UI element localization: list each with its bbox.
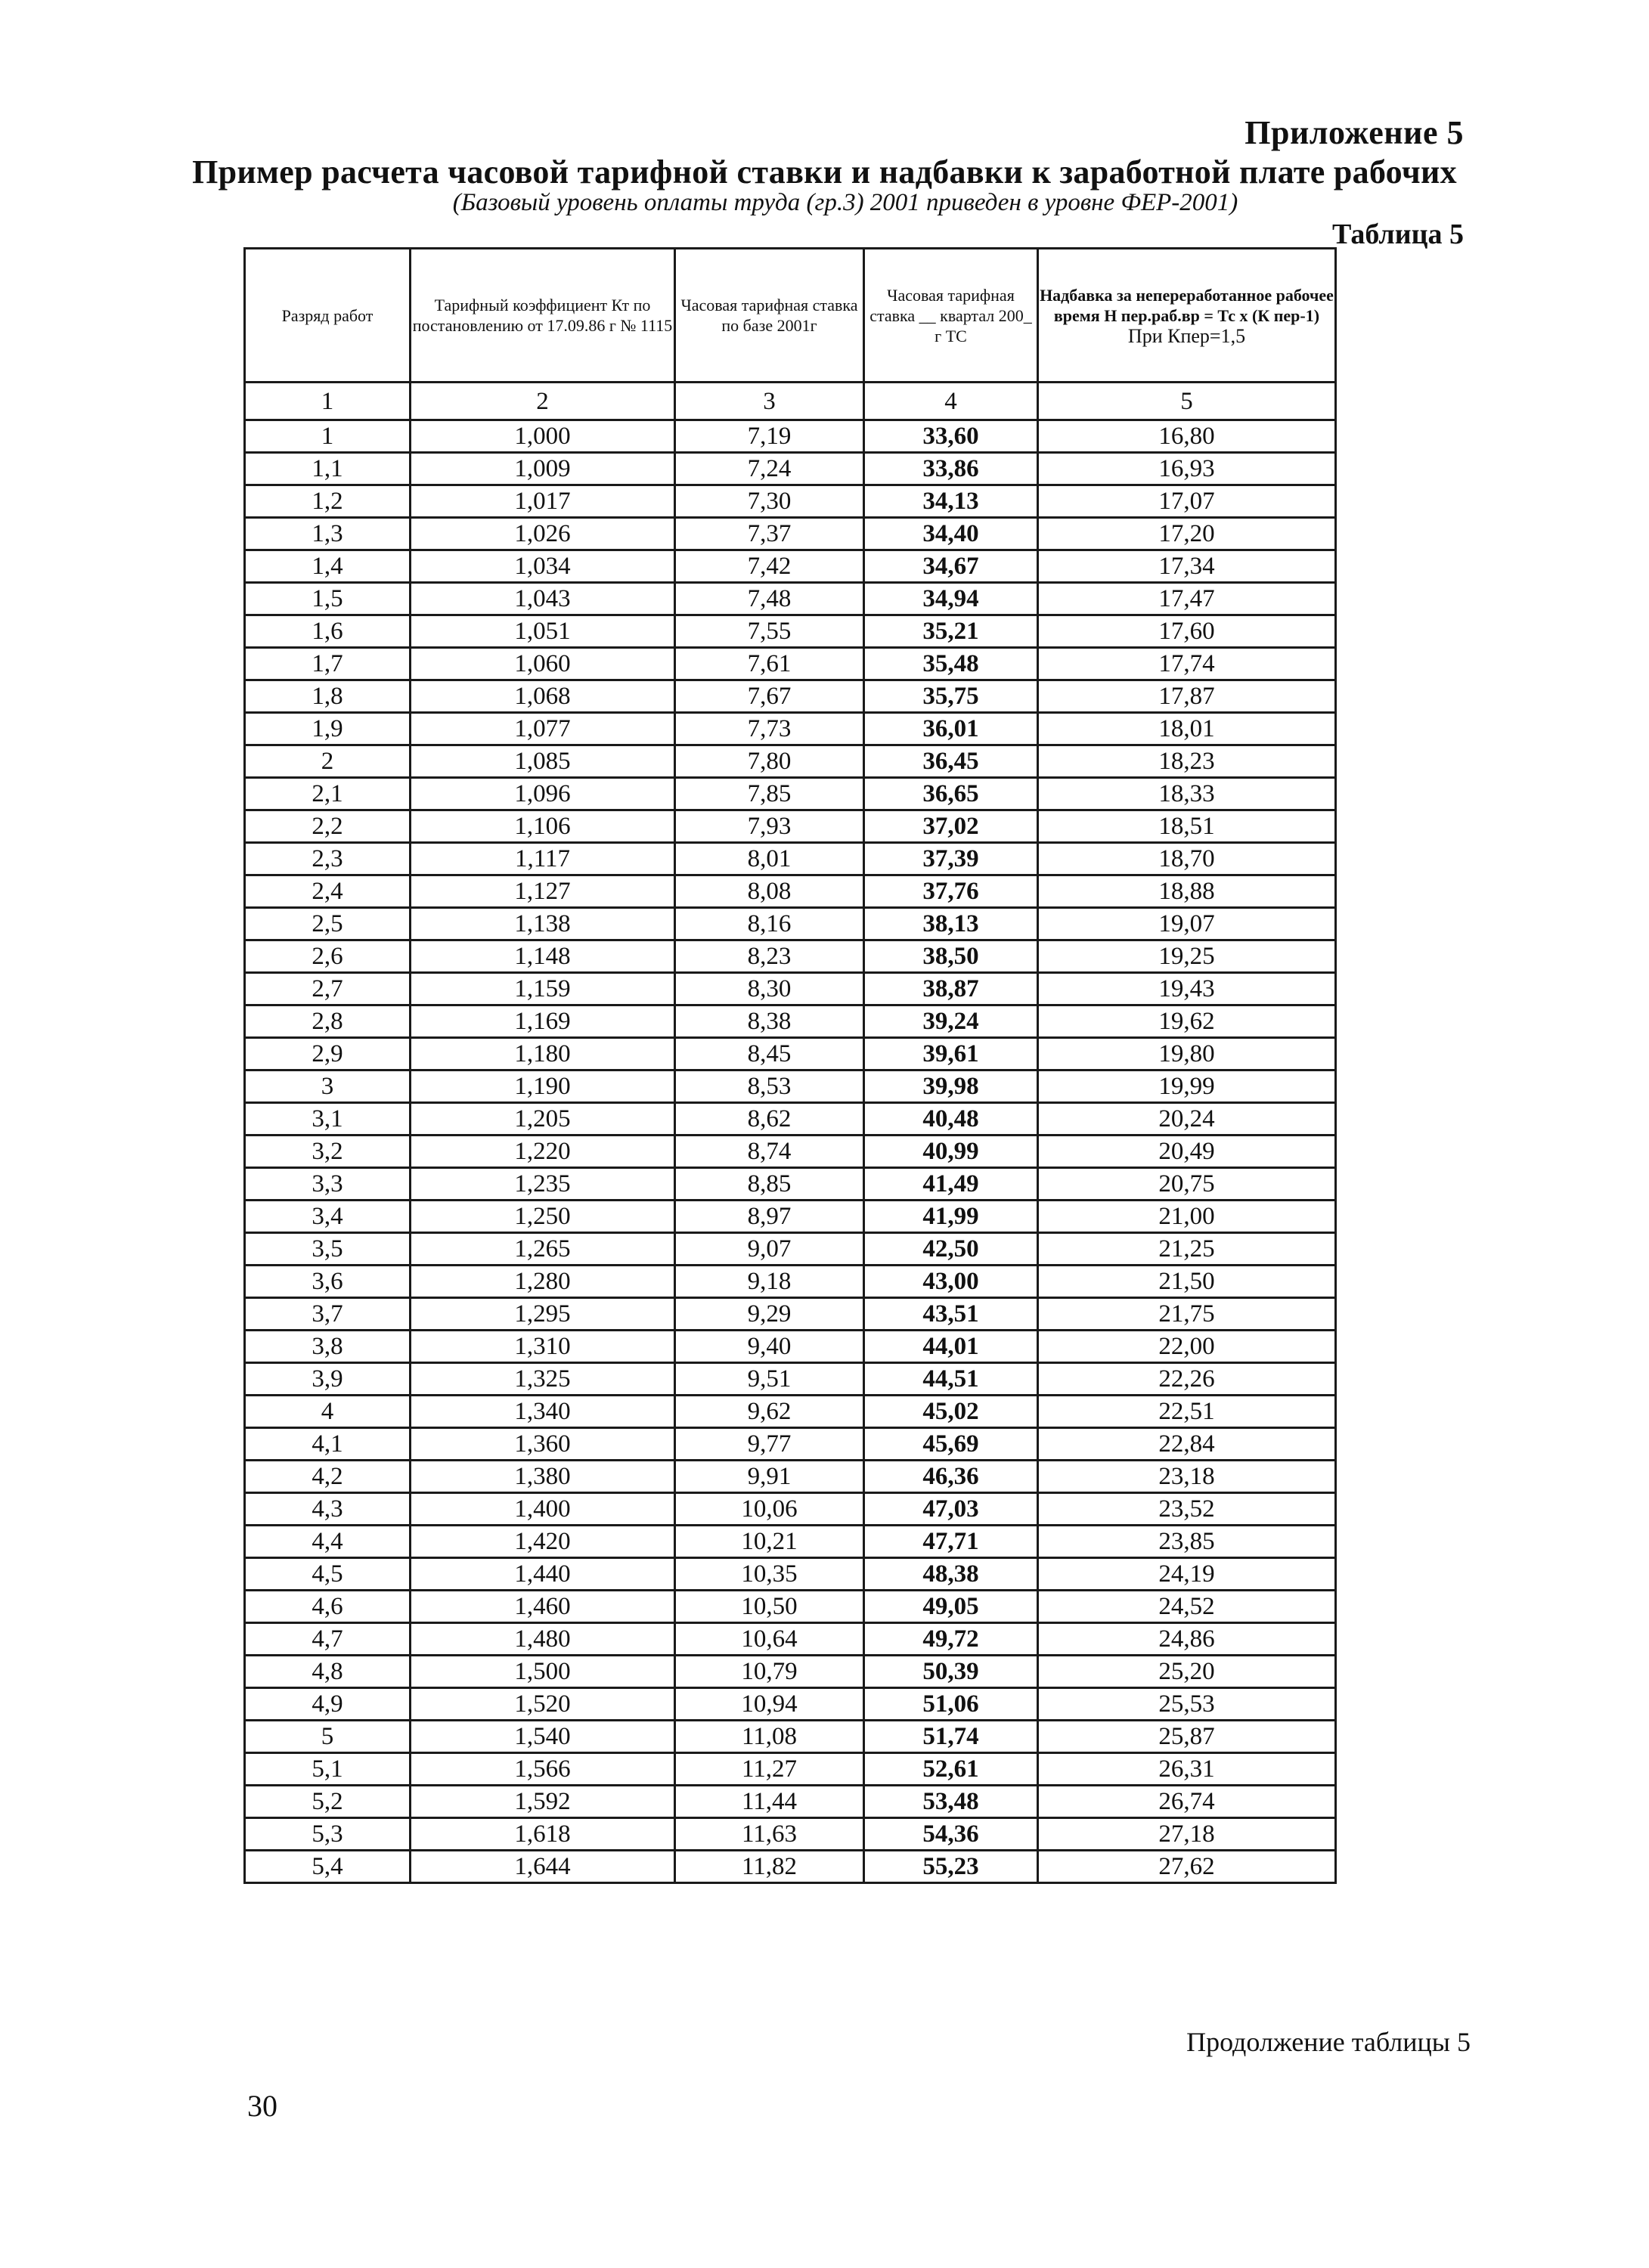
table-row (245, 1168, 1336, 1201)
table-cell: 1,420 (411, 1526, 675, 1558)
table-row (245, 875, 1336, 908)
table-cell: 1,7 (245, 648, 411, 680)
table-cell: 1,2 (245, 485, 411, 518)
table-cell: 44,01 (864, 1331, 1038, 1363)
table-cell: 1,566 (411, 1753, 675, 1786)
tariff-table (243, 247, 1337, 1884)
table-row (245, 1005, 1336, 1038)
table-cell: 19,25 (1038, 940, 1336, 973)
table-cell: 2,1 (245, 778, 411, 810)
table-cell: 11,82 (675, 1851, 864, 1883)
table-cell: 27,18 (1038, 1818, 1336, 1851)
table-row (245, 1233, 1336, 1266)
table-cell: 7,37 (675, 518, 864, 550)
table-cell: 1,060 (411, 648, 675, 680)
table-cell: 52,61 (864, 1753, 1038, 1786)
table-cell: 10,64 (675, 1623, 864, 1656)
column-number-cell: 4 (864, 383, 1038, 420)
table-row (245, 550, 1336, 583)
table-row (245, 1786, 1336, 1818)
table-cell: 1,325 (411, 1363, 675, 1396)
table-cell: 1,117 (411, 843, 675, 875)
table-cell: 4 (245, 1396, 411, 1428)
table-cell: 4,9 (245, 1688, 411, 1721)
table-cell: 8,23 (675, 940, 864, 973)
table-cell: 8,53 (675, 1070, 864, 1103)
table-cell: 7,24 (675, 453, 864, 485)
table-cell: 2,8 (245, 1005, 411, 1038)
table-cell: 7,85 (675, 778, 864, 810)
table-cell: 37,02 (864, 810, 1038, 843)
table-cell: 1,500 (411, 1656, 675, 1688)
table-row (245, 680, 1336, 713)
table-cell: 33,60 (864, 420, 1038, 453)
table-cell: 1,190 (411, 1070, 675, 1103)
table-cell: 4,3 (245, 1493, 411, 1526)
table-cell: 3 (245, 1070, 411, 1103)
table-cell: 50,39 (864, 1656, 1038, 1688)
table-label: Таблица 5 (1331, 218, 1464, 250)
table-cell: 34,67 (864, 550, 1038, 583)
table-row (245, 1493, 1336, 1526)
table-cell: 18,23 (1038, 745, 1336, 778)
table-cell: 36,65 (864, 778, 1038, 810)
table-cell: 1,9 (245, 713, 411, 745)
table-cell: 19,43 (1038, 973, 1336, 1005)
table-cell: 10,06 (675, 1493, 864, 1526)
header-cell (1038, 249, 1336, 383)
table-cell: 25,87 (1038, 1721, 1336, 1753)
table-cell: 22,26 (1038, 1363, 1336, 1396)
header-cell: Часовая тарифная ставка __ квартал 200_ г ТС (864, 249, 1038, 383)
table-row (245, 1298, 1336, 1331)
table-cell: 44,51 (864, 1363, 1038, 1396)
table-cell: 1,520 (411, 1688, 675, 1721)
table-cell: 7,80 (675, 745, 864, 778)
table-row (245, 1070, 1336, 1103)
table-cell: 16,93 (1038, 453, 1336, 485)
table-cell: 7,19 (675, 420, 864, 453)
table-cell: 3,6 (245, 1266, 411, 1298)
table-cell: 17,74 (1038, 648, 1336, 680)
table-cell: 19,80 (1038, 1038, 1336, 1070)
table-cell: 2,4 (245, 875, 411, 908)
table-cell: 2,9 (245, 1038, 411, 1070)
table-cell: 9,18 (675, 1266, 864, 1298)
table-cell: 1,4 (245, 550, 411, 583)
table-cell: 22,84 (1038, 1428, 1336, 1461)
table-cell: 1,235 (411, 1168, 675, 1201)
table-cell: 24,86 (1038, 1623, 1336, 1656)
table-row (245, 940, 1336, 973)
table-cell: 46,36 (864, 1461, 1038, 1493)
table-cell: 22,00 (1038, 1331, 1336, 1363)
table-cell: 5,4 (245, 1851, 411, 1883)
table-cell: 8,85 (675, 1168, 864, 1201)
table-cell: 24,19 (1038, 1558, 1336, 1591)
table-row (245, 713, 1336, 745)
table-cell: 10,79 (675, 1656, 864, 1688)
table-cell: 2,2 (245, 810, 411, 843)
table-cell: 22,51 (1038, 1396, 1336, 1428)
header-cell-note: При Кпер=1,5 (1127, 324, 1246, 347)
table-row (245, 1656, 1336, 1688)
table-cell: 17,87 (1038, 680, 1336, 713)
table-cell: 1,017 (411, 485, 675, 518)
table-cell: 9,91 (675, 1461, 864, 1493)
table-cell: 1,205 (411, 1103, 675, 1136)
table-cell: 37,39 (864, 843, 1038, 875)
table-cell: 1,127 (411, 875, 675, 908)
table-cell: 1,310 (411, 1331, 675, 1363)
table-cell: 10,35 (675, 1558, 864, 1591)
table-cell: 8,97 (675, 1201, 864, 1233)
table-cell: 1,380 (411, 1461, 675, 1493)
table-cell: 35,48 (864, 648, 1038, 680)
table-cell: 5,1 (245, 1753, 411, 1786)
table-cell: 39,98 (864, 1070, 1038, 1103)
table-cell: 17,07 (1038, 485, 1336, 518)
table-cell: 34,40 (864, 518, 1038, 550)
table-row (245, 810, 1336, 843)
table-cell: 1,000 (411, 420, 675, 453)
table-cell: 40,99 (864, 1136, 1038, 1168)
table-cell: 1,138 (411, 908, 675, 940)
table-cell: 24,52 (1038, 1591, 1336, 1623)
table-cell: 20,49 (1038, 1136, 1336, 1168)
column-number-row (245, 383, 1336, 420)
table-cell: 41,99 (864, 1201, 1038, 1233)
table-cell: 1,5 (245, 583, 411, 615)
table-cell: 39,24 (864, 1005, 1038, 1038)
table-cell: 19,07 (1038, 908, 1336, 940)
table-cell: 7,93 (675, 810, 864, 843)
table-cell: 1,085 (411, 745, 675, 778)
table-cell: 43,51 (864, 1298, 1038, 1331)
table-cell: 21,75 (1038, 1298, 1336, 1331)
table-row (245, 1721, 1336, 1753)
table-cell: 7,42 (675, 550, 864, 583)
table-cell: 9,40 (675, 1331, 864, 1363)
table-cell: 23,52 (1038, 1493, 1336, 1526)
table-row (245, 420, 1336, 453)
table-cell: 18,33 (1038, 778, 1336, 810)
table-cell: 3,7 (245, 1298, 411, 1331)
table-cell: 47,71 (864, 1526, 1038, 1558)
table-cell: 9,51 (675, 1363, 864, 1396)
table-cell: 23,18 (1038, 1461, 1336, 1493)
table-row (245, 1396, 1336, 1428)
table-cell: 11,08 (675, 1721, 864, 1753)
appendix-label: Приложение 5 (1244, 114, 1464, 151)
table-cell: 47,03 (864, 1493, 1038, 1526)
table-cell: 1,148 (411, 940, 675, 973)
table-cell: 1,360 (411, 1428, 675, 1461)
table-cell: 5,3 (245, 1818, 411, 1851)
table-cell: 1,096 (411, 778, 675, 810)
table-row (245, 583, 1336, 615)
table-cell: 8,16 (675, 908, 864, 940)
table-cell: 35,21 (864, 615, 1038, 648)
table-cell: 36,45 (864, 745, 1038, 778)
table-cell: 1,068 (411, 680, 675, 713)
table-row (245, 778, 1336, 810)
table-row (245, 973, 1336, 1005)
table-cell: 1,440 (411, 1558, 675, 1591)
table-cell: 55,23 (864, 1851, 1038, 1883)
table-cell: 1,077 (411, 713, 675, 745)
table-cell: 1,592 (411, 1786, 675, 1818)
column-number-cell: 2 (411, 383, 675, 420)
page-title: Пример расчета часовой тарифной ставки и надбавки к заработной плате рабочих (192, 153, 1457, 191)
table-row (245, 615, 1336, 648)
table-row (245, 1851, 1336, 1883)
table-cell: 40,48 (864, 1103, 1038, 1136)
table-cell: 34,94 (864, 583, 1038, 615)
table-cell: 51,06 (864, 1688, 1038, 1721)
table-cell: 17,60 (1038, 615, 1336, 648)
table-cell: 8,45 (675, 1038, 864, 1070)
header-cell: Тарифный коэффициент Кт по постановлению от 17.09.86 г № 1115 (411, 249, 675, 383)
table-row (245, 908, 1336, 940)
table-row (245, 1461, 1336, 1493)
table-cell: 8,01 (675, 843, 864, 875)
table-cell: 54,36 (864, 1818, 1038, 1851)
table-cell: 9,29 (675, 1298, 864, 1331)
table-cell: 20,75 (1038, 1168, 1336, 1201)
table-cell: 25,53 (1038, 1688, 1336, 1721)
table-cell: 5,2 (245, 1786, 411, 1818)
table-cell: 19,99 (1038, 1070, 1336, 1103)
table-cell: 9,07 (675, 1233, 864, 1266)
table-cell: 26,74 (1038, 1786, 1336, 1818)
table-cell: 39,61 (864, 1038, 1038, 1070)
table-cell: 7,67 (675, 680, 864, 713)
table-cell: 18,88 (1038, 875, 1336, 908)
table-row (245, 1591, 1336, 1623)
column-number-cell: 5 (1038, 383, 1336, 420)
table-cell: 19,62 (1038, 1005, 1336, 1038)
table-cell: 4,6 (245, 1591, 411, 1623)
table-cell: 18,51 (1038, 810, 1336, 843)
table-cell: 11,63 (675, 1818, 864, 1851)
table-row (245, 1136, 1336, 1168)
table-cell: 38,13 (864, 908, 1038, 940)
table-cell: 4,4 (245, 1526, 411, 1558)
table-cell: 17,34 (1038, 550, 1336, 583)
table-cell: 20,24 (1038, 1103, 1336, 1136)
table-cell: 1,1 (245, 453, 411, 485)
table-row (245, 485, 1336, 518)
table-row (245, 1688, 1336, 1721)
column-number-cell: 3 (675, 383, 864, 420)
table-row (245, 1818, 1336, 1851)
table-cell: 4,8 (245, 1656, 411, 1688)
table-cell: 18,01 (1038, 713, 1336, 745)
table-cell: 26,31 (1038, 1753, 1336, 1786)
table-cell: 1,043 (411, 583, 675, 615)
table-cell: 49,72 (864, 1623, 1038, 1656)
table-cell: 8,38 (675, 1005, 864, 1038)
table-cell: 34,13 (864, 485, 1038, 518)
table-cell: 9,62 (675, 1396, 864, 1428)
column-number-cell: 1 (245, 383, 411, 420)
table-row (245, 1266, 1336, 1298)
table-cell: 1,265 (411, 1233, 675, 1266)
table-row (245, 1201, 1336, 1233)
table-cell: 7,73 (675, 713, 864, 745)
table-cell: 41,49 (864, 1168, 1038, 1201)
table-cell: 2,3 (245, 843, 411, 875)
table-cell: 7,61 (675, 648, 864, 680)
table-cell: 5 (245, 1721, 411, 1753)
table-cell: 3,2 (245, 1136, 411, 1168)
table-cell: 10,94 (675, 1688, 864, 1721)
table-cell: 3,4 (245, 1201, 411, 1233)
table-header-row (245, 249, 1336, 383)
table-cell: 2,5 (245, 908, 411, 940)
table-cell: 1,180 (411, 1038, 675, 1070)
table-row (245, 1331, 1336, 1363)
table-cell: 10,21 (675, 1526, 864, 1558)
table-cell: 1,6 (245, 615, 411, 648)
table-cell: 1,009 (411, 453, 675, 485)
table-cell: 3,8 (245, 1331, 411, 1363)
table-cell: 36,01 (864, 713, 1038, 745)
table-cell: 1 (245, 420, 411, 453)
table-cell: 4,2 (245, 1461, 411, 1493)
table-cell: 7,30 (675, 485, 864, 518)
table-cell: 1,295 (411, 1298, 675, 1331)
table-cell: 1,480 (411, 1623, 675, 1656)
table-cell: 3,1 (245, 1103, 411, 1136)
table-row (245, 1526, 1336, 1558)
table-cell: 1,644 (411, 1851, 675, 1883)
table-row (245, 1623, 1336, 1656)
table-cell: 49,05 (864, 1591, 1038, 1623)
table-cell: 8,74 (675, 1136, 864, 1168)
table-cell: 1,034 (411, 550, 675, 583)
table-cell: 7,48 (675, 583, 864, 615)
table-cell: 9,77 (675, 1428, 864, 1461)
table-cell: 1,250 (411, 1201, 675, 1233)
table-cell: 11,44 (675, 1786, 864, 1818)
table-cell: 18,70 (1038, 843, 1336, 875)
table-cell: 53,48 (864, 1786, 1038, 1818)
table-cell: 35,75 (864, 680, 1038, 713)
table-cell: 17,47 (1038, 583, 1336, 615)
table-cell: 4,1 (245, 1428, 411, 1461)
table-cell: 21,50 (1038, 1266, 1336, 1298)
table-cell: 45,69 (864, 1428, 1038, 1461)
table-row (245, 453, 1336, 485)
table-body (245, 420, 1336, 1883)
table-cell: 1,540 (411, 1721, 675, 1753)
table-cell: 1,159 (411, 973, 675, 1005)
table-cell: 33,86 (864, 453, 1038, 485)
table-cell: 16,80 (1038, 420, 1336, 453)
table-cell: 45,02 (864, 1396, 1038, 1428)
table-cell: 37,76 (864, 875, 1038, 908)
table-cell: 1,051 (411, 615, 675, 648)
table-cell: 1,106 (411, 810, 675, 843)
table-cell: 8,62 (675, 1103, 864, 1136)
table-cell: 8,08 (675, 875, 864, 908)
table-cell: 4,5 (245, 1558, 411, 1591)
table-cell: 4,7 (245, 1623, 411, 1656)
table-cell: 42,50 (864, 1233, 1038, 1266)
table-row (245, 1753, 1336, 1786)
table-cell: 1,618 (411, 1818, 675, 1851)
table-row (245, 1363, 1336, 1396)
table-cell: 8,30 (675, 973, 864, 1005)
table-row (245, 745, 1336, 778)
table-cell: 10,50 (675, 1591, 864, 1623)
table-cell: 11,27 (675, 1753, 864, 1786)
page-subtitle: (Базовый уровень оплаты труда (гр.3) 2001 приведен в уровне ФЕР-2001) (452, 189, 1238, 216)
table-cell: 1,8 (245, 680, 411, 713)
table-cell: 38,50 (864, 940, 1038, 973)
table-row (245, 648, 1336, 680)
table-row (245, 1558, 1336, 1591)
table-cell: 2 (245, 745, 411, 778)
page-number: 30 (247, 2089, 277, 2123)
table-row (245, 1103, 1336, 1136)
table-cell: 25,20 (1038, 1656, 1336, 1688)
table-cell: 1,026 (411, 518, 675, 550)
table-cell: 27,62 (1038, 1851, 1336, 1883)
table-cell: 3,9 (245, 1363, 411, 1396)
table-cell: 1,169 (411, 1005, 675, 1038)
table-cell: 48,38 (864, 1558, 1038, 1591)
table-cell: 51,74 (864, 1721, 1038, 1753)
table-cell: 3,5 (245, 1233, 411, 1266)
table-cell: 38,87 (864, 973, 1038, 1005)
table-cell: 43,00 (864, 1266, 1038, 1298)
table-cell: 21,25 (1038, 1233, 1336, 1266)
table-cell: 7,55 (675, 615, 864, 648)
header-cell-bold: Надбавка за непереработанное рабочее время Н пер.раб.вр = Тс х (К пер-1) (1040, 285, 1334, 325)
table-row (245, 1428, 1336, 1461)
table-cell: 23,85 (1038, 1526, 1336, 1558)
table-row (245, 518, 1336, 550)
table-cell: 1,280 (411, 1266, 675, 1298)
table-row (245, 1038, 1336, 1070)
table-cell: 1,220 (411, 1136, 675, 1168)
table-cell: 2,7 (245, 973, 411, 1005)
header-cell: Разряд работ (245, 249, 411, 383)
table-cell: 1,3 (245, 518, 411, 550)
table-row (245, 843, 1336, 875)
table-cell: 21,00 (1038, 1201, 1336, 1233)
table-cell: 1,400 (411, 1493, 675, 1526)
header-cell: Часовая тарифная ставка по базе 2001г (675, 249, 864, 383)
table-cell: 17,20 (1038, 518, 1336, 550)
table-cell: 1,340 (411, 1396, 675, 1428)
table-continuation-note: Продолжение таблицы 5 (1186, 2027, 1471, 2057)
table-cell: 2,6 (245, 940, 411, 973)
table-cell: 3,3 (245, 1168, 411, 1201)
table-cell: 1,460 (411, 1591, 675, 1623)
